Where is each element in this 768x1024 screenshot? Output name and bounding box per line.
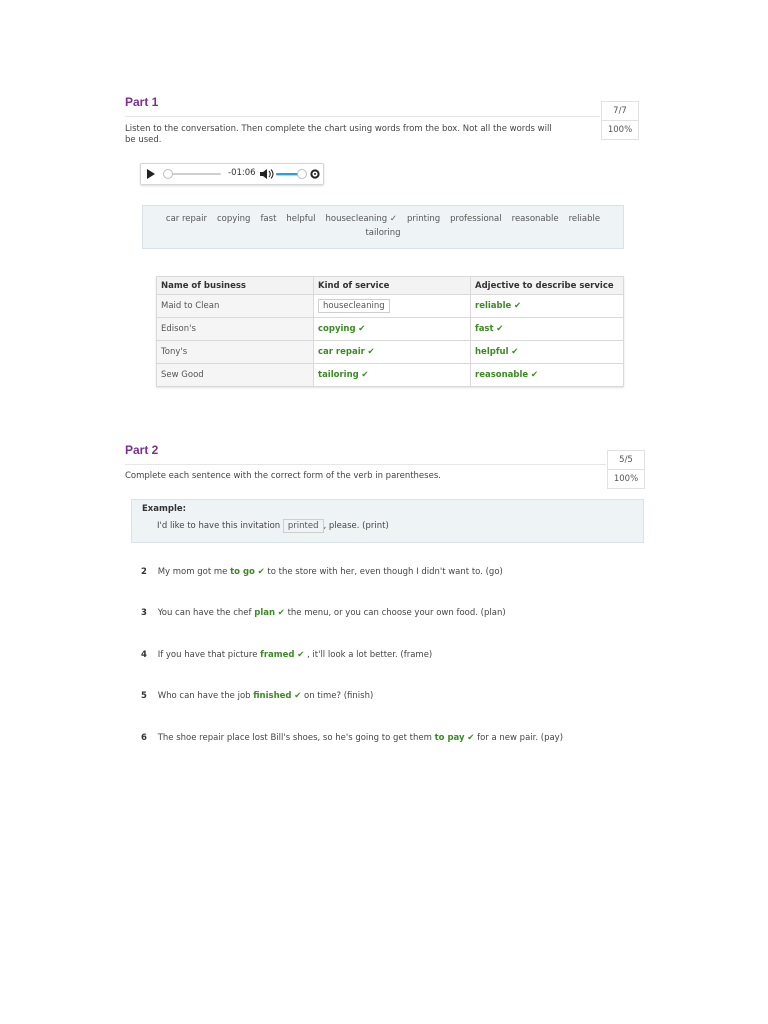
check-icon: ✔ (294, 691, 302, 701)
service-cell (314, 341, 471, 364)
example-answer-box: printed (283, 519, 324, 533)
part-1-title: Part 1 (125, 95, 159, 109)
part-1-instructions: Listen to the conversation. Then complete the chart using words from the box. Not all the words will be used. (125, 124, 552, 145)
adjective-cell (471, 341, 624, 364)
example-label: Example: (142, 504, 187, 514)
business-name-cell: Maid to Clean (157, 295, 314, 318)
check-icon: ✔ (277, 608, 285, 618)
word-box (142, 205, 624, 249)
table-row (157, 341, 624, 364)
volume-icon[interactable] (260, 169, 273, 179)
sentence-text-before: My mom got me (157, 567, 228, 577)
sentence-text-after: the menu, or you can choose your own food. (plan) (287, 608, 506, 618)
play-icon[interactable] (147, 169, 155, 179)
word-item: printing (407, 214, 441, 224)
check-icon: ✔ (367, 347, 375, 357)
table-header-row (157, 277, 624, 295)
sentence-item (141, 608, 506, 618)
adjective-cell (471, 318, 624, 341)
service-cell (314, 318, 471, 341)
word-box-line-1 (143, 212, 623, 226)
word-box-line-2 (143, 226, 623, 240)
audio-player (140, 163, 324, 185)
adjective-cell (471, 364, 624, 387)
sentence-answer[interactable]: finished (253, 691, 292, 701)
settings-gear-icon[interactable] (311, 170, 318, 177)
table-row (157, 295, 624, 318)
adjective-answer: reliable (475, 301, 512, 311)
business-name-cell: Tony's (157, 341, 314, 364)
sentence-text-before: You can have the chef (157, 608, 252, 618)
part-2-score-box (607, 450, 645, 489)
check-icon: ✔ (358, 324, 366, 334)
audio-time-remaining: -01:06 (228, 168, 256, 178)
check-icon: ✔ (297, 650, 305, 660)
sentence-answer[interactable]: plan (254, 608, 276, 618)
example-text-before: I'd like to have this invitation (157, 521, 281, 531)
sentence-item (141, 650, 432, 660)
header-adjective: Adjective to describe service (471, 277, 624, 295)
sentence-text-before: Who can have the job (157, 691, 251, 701)
table-row (157, 364, 624, 387)
check-icon: ✔ (361, 370, 369, 380)
part-2-instructions: Complete each sentence with the correct form of the verb in parentheses. (125, 471, 441, 481)
word-item: car repair (165, 214, 207, 224)
word-item: helpful (286, 214, 316, 224)
word-item: fast (260, 214, 277, 224)
service-cell (314, 295, 471, 318)
header-kind-of-service: Kind of service (314, 277, 471, 295)
sentence-text-after: on time? (finish) (304, 691, 374, 701)
sentence-item (141, 567, 503, 577)
word-item: reasonable (511, 214, 559, 224)
adjective-answer[interactable]: fast (475, 324, 494, 334)
word-item: reliable (568, 214, 601, 224)
example-text-after: , please. (print) (323, 521, 389, 531)
sentence-item (141, 691, 373, 701)
example-box (131, 499, 644, 543)
example-sentence (157, 519, 389, 533)
adjective-cell (471, 295, 624, 318)
part-2-divider (125, 464, 606, 465)
item-number: 4 (141, 650, 147, 660)
check-icon: ✔ (511, 347, 519, 357)
volume-slider[interactable] (276, 170, 307, 179)
check-icon: ✔ (514, 301, 522, 311)
sentence-answer[interactable]: framed (260, 650, 295, 660)
check-icon: ✔ (530, 370, 538, 380)
service-answer[interactable]: copying (318, 324, 356, 334)
business-chart-table (156, 276, 624, 387)
sentence-item (141, 733, 563, 743)
item-number: 2 (141, 567, 147, 577)
word-item: copying (216, 214, 251, 224)
word-item: housecleaning ✓ (325, 214, 397, 224)
progress-slider[interactable] (164, 170, 222, 179)
sentence-answer[interactable]: to pay (434, 733, 465, 743)
part-2-percent: 100% (608, 469, 644, 488)
part-1-divider (125, 116, 600, 117)
sentence-text-after: , it'll look a lot better. (frame) (307, 650, 433, 660)
item-number: 6 (141, 733, 147, 743)
service-example-box: housecleaning (318, 299, 390, 313)
business-name-cell: Edison's (157, 318, 314, 341)
part-1-score: 7/7 (613, 106, 627, 116)
part-1-percent: 100% (602, 120, 638, 139)
check-icon: ✔ (467, 733, 475, 743)
sentence-text-after: to the store with her, even though I didn't want to. (go) (267, 567, 503, 577)
check-icon: ✔ (496, 324, 504, 334)
service-answer[interactable]: tailoring (318, 370, 359, 380)
item-number: 3 (141, 608, 147, 618)
part-2-title: Part 2 (125, 443, 159, 457)
business-name-cell: Sew Good (157, 364, 314, 387)
service-cell (314, 364, 471, 387)
sentence-text-before: The shoe repair place lost Bill's shoes, so he's going to get them (157, 733, 432, 743)
part-1-score-box (601, 101, 639, 140)
part-2-score: 5/5 (619, 455, 633, 465)
service-answer[interactable]: car repair (318, 347, 365, 357)
check-icon: ✔ (257, 567, 265, 577)
word-item: tailoring (365, 228, 401, 238)
word-item: professional (450, 214, 502, 224)
header-name-of-business: Name of business (157, 277, 314, 295)
item-number: 5 (141, 691, 147, 701)
sentence-answer[interactable]: to go (230, 567, 255, 577)
sentence-text-before: If you have that picture (157, 650, 258, 660)
adjective-answer[interactable]: reasonable (475, 370, 529, 380)
adjective-answer[interactable]: helpful (475, 347, 509, 357)
sentence-text-after: for a new pair. (pay) (477, 733, 564, 743)
table-row (157, 318, 624, 341)
